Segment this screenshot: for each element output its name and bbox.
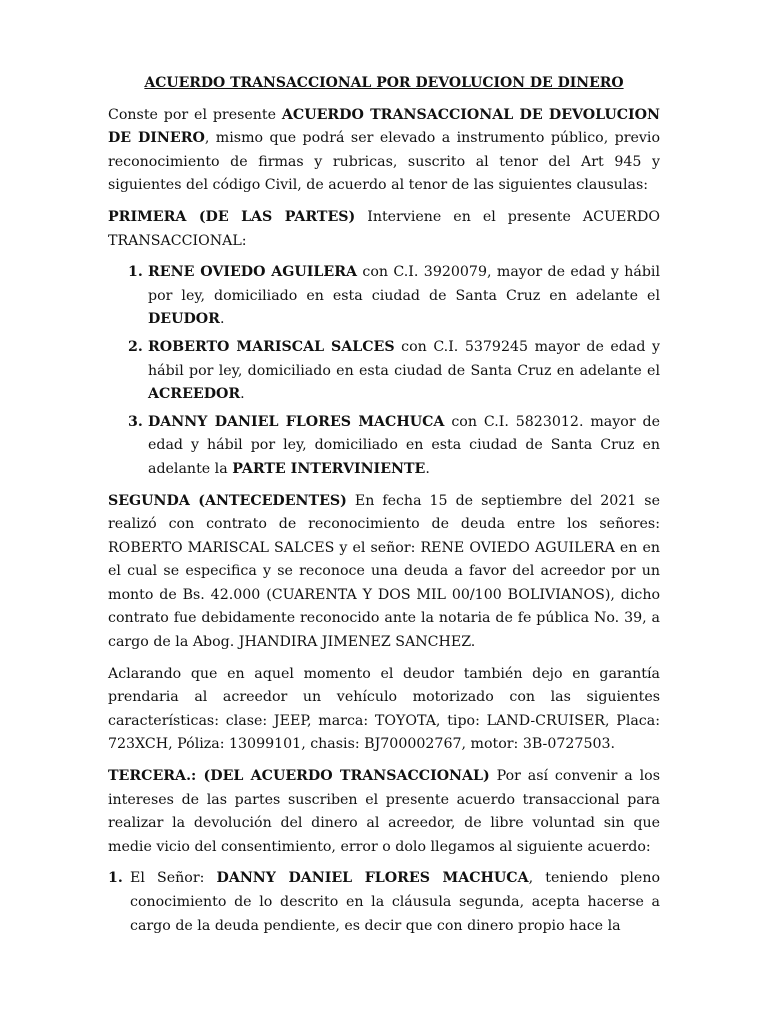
agreement-name: DANNY DANIEL FLORES MACHUCA xyxy=(216,870,529,887)
clause-primera-text: Interviene en el presente ACUERDO TRANSACCIONAL: xyxy=(108,208,660,249)
party-text: con C.I. 5823012. mayor de edad y hábil por ley, domiciliado en esta ciudad de Santa Cruz en adelante la xyxy=(148,413,660,477)
agreement-text-2: , teniendo pleno conocimiento de lo descrito en la cláusula segunda, acepta hacerse a cargo de la deuda pendiente, es decir que con dinero propio hace la xyxy=(130,870,660,934)
parties-list xyxy=(108,261,660,481)
agreement-text-1: El Señor: xyxy=(130,870,217,887)
party-item xyxy=(108,261,660,332)
agreement-list xyxy=(108,867,660,938)
party-end: . xyxy=(425,460,430,477)
clause-tercera-text: Por así convenir a los intereses de las partes suscriben el presente acuerdo transaccional para realizar la devolución del dinero al acreedor, de libre voluntad sin que medie vicio del consentimiento, error o dolo llegamos al siguiente acuerdo: xyxy=(108,768,661,855)
clause-primera-heading: PRIMERA (DE LAS PARTES) xyxy=(108,208,356,225)
party-role: DEUDOR xyxy=(148,311,220,328)
intro-paragraph xyxy=(108,104,660,198)
party-item xyxy=(108,336,660,407)
document-page xyxy=(108,72,660,938)
intro-text-2: , mismo que podrá ser elevado a instrumento público, previo reconocimiento de firmas y rubricas, suscrito al tenor del Art 945 y siguientes del código Civil, de acuerdo al tenor de las siguientes clausulas: xyxy=(108,130,660,194)
intro-bold: ACUERDO TRANSACCIONAL DE DEVOLUCION DE DINERO xyxy=(108,106,660,147)
party-role: ACREEDOR xyxy=(148,386,241,403)
agreement-number: 1. xyxy=(108,870,123,887)
party-end: . xyxy=(219,311,225,328)
party-item xyxy=(108,411,660,482)
clause-tercera xyxy=(108,765,660,859)
party-name: RENE OVIEDO AGUILERA xyxy=(148,264,357,281)
party-text: con C.I. 3920079, mayor de edad y hábil por ley, domiciliado en esta ciudad de Santa Cruz en adelante el xyxy=(148,264,660,304)
party-number: 3. xyxy=(128,413,143,430)
clause-segunda xyxy=(108,490,660,655)
party-number: 2. xyxy=(128,338,143,355)
clause-segunda-text: En fecha 15 de septiembre del 2021 se realizó con contrato de reconocimiento de deuda entre los señores: ROBERTO MARISCAL SALCES y el señor: RENE OVIEDO AGUILERA en en el cual se especifica y se reconoce una deuda a favor del acreedor por un monto de Bs. 42.000 (CUARENTA Y DOS MIL 00/100 BOLIVIANOS), dicho contrato fue debidamente reconocido ante la notaria de fe pública No. 39, a cargo de la Abog. JHANDIRA JIMENEZ SANCHEZ. xyxy=(108,492,660,651)
clause-primera xyxy=(108,206,660,253)
party-name: ROBERTO MARISCAL SALCES xyxy=(148,338,395,355)
party-name: DANNY DANIEL FLORES MACHUCA xyxy=(148,413,445,430)
document-title: ACUERDO TRANSACCIONAL POR DEVOLUCION DE DINERO xyxy=(144,75,624,91)
party-end: . xyxy=(240,386,245,403)
agreement-item xyxy=(108,867,660,938)
party-text: con C.I. 5379245 mayor de edad y hábil por ley, domiciliado en esta ciudad de Santa Cruz en adelante el xyxy=(148,338,660,379)
party-role: PARTE INTERVINIENTE xyxy=(232,460,426,477)
clause-segunda-heading: SEGUNDA (ANTECEDENTES) xyxy=(108,492,347,509)
party-number: 1. xyxy=(128,264,143,281)
aclarando-paragraph: Aclarando que en aquel momento el deudor también dejo en garantía prendaria al acreedor un vehículo motorizado con las siguientes características: clase: JEEP, marca: TOYOTA, tipo: LAND-CRUISER, Placa: 723XCH, Póliza: 13099101, chasis: BJ700002767, motor: 3B-0727503. xyxy=(108,665,660,753)
clause-tercera-heading: TERCERA.: (DEL ACUERDO TRANSACCIONAL) xyxy=(108,768,490,785)
intro-text-1: Conste por el presente xyxy=(108,106,282,123)
